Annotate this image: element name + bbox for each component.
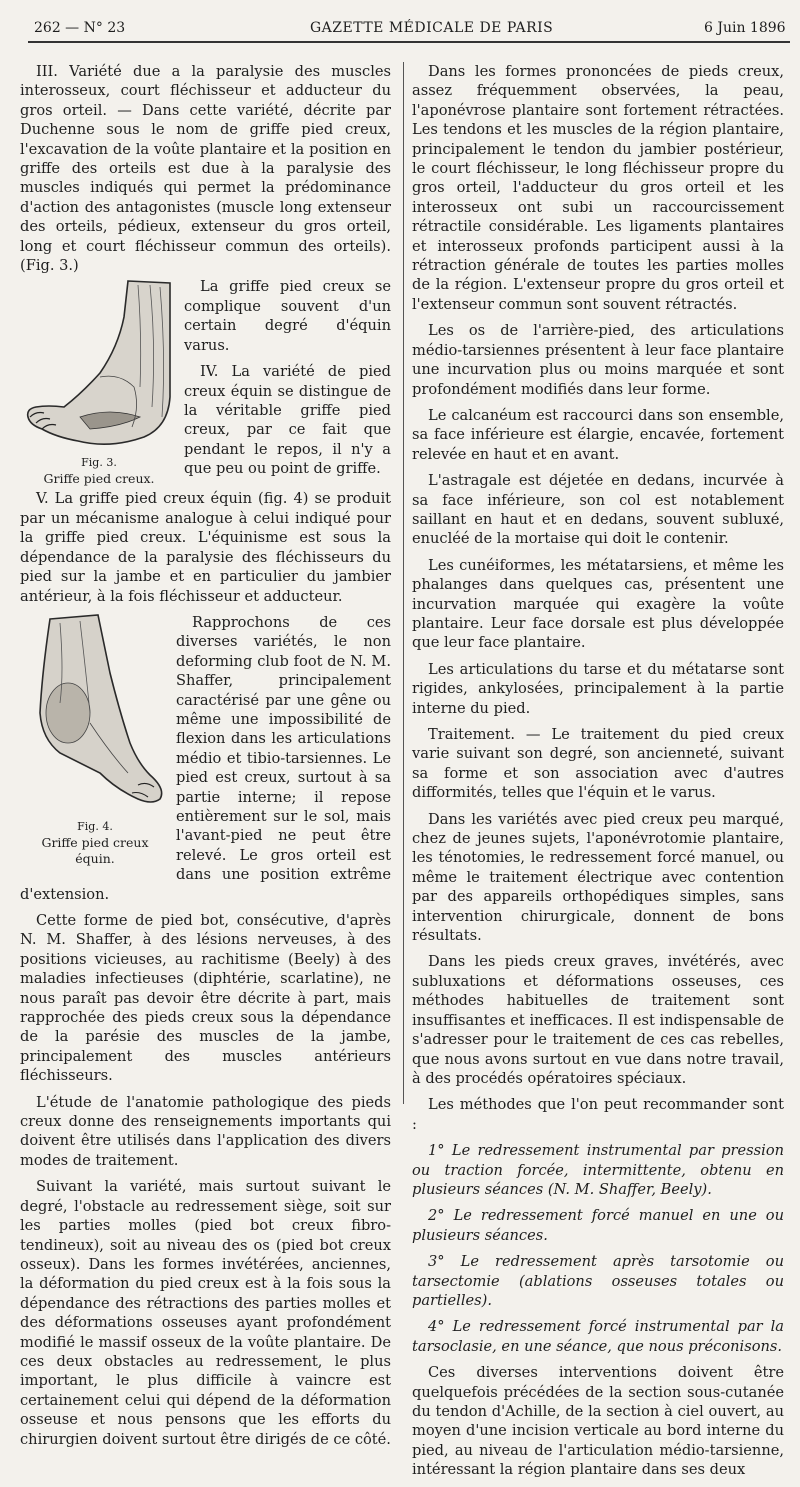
paragraph-astragale: L'astragale est déjetée en dedans, incurvée à sa face inférieure, son col est notablement saillant en haut et en dedans, souvent subluxé, enucléé de la mortaise qui doit le contenir. <box>412 472 784 548</box>
paragraph-cuneiformes: Les cunéiformes, les métatarsiens, et même les phalanges dans quelques cas, présentent une incurvation marquée qui exagère la voûte plantaire. Leur face dorsale est plus développée que leur face plantaire. <box>412 556 784 652</box>
section-iii-paragraph: III. Variété due a la paralysie des muscles interosseux, court fléchisseur et adducteur du gros orteil. — Dans cette variété, décrite par Duchenne sous le nom de griffe pied creux, l'excavation de la voûte plantaire et la position en griffe des orteils est due à la paralysie des muscles indiqués qui permet la prédominance d'action des antagonistes (muscle long extenseur des orteils, pédieux, extenseur du gros orteil, long et court fléchisseur commun des orteils). (Fig. 3.) <box>20 63 391 275</box>
figure-4 <box>20 613 170 867</box>
method-2: 2° Le redressement forcé manuel en une ou plusieurs séances. <box>412 1207 784 1244</box>
header-rule <box>28 41 790 43</box>
figure-3-number: Fig. 3. <box>81 456 117 470</box>
page-number: 262 — N° 23 <box>34 20 126 36</box>
column-divider <box>403 62 404 1104</box>
paragraph-shaffer: Rapprochons de ces diverses variétés, le non deforming club foot de N. M. Shaffer, principalement caractérisé par une gêne ou même une impossibilité de flexion dans les articulations médio et tibio-tarsiennes. Le pied est creux, surtout à sa partie interne; il repose entièrement sur le sol, mais l'avant-pied ne peut être relevé. Le gros orteil est dans une position extrême d'extension. <box>20 613 391 903</box>
figure-3-foot-illustration <box>20 277 178 455</box>
running-header <box>0 0 800 40</box>
section-iv-paragraph: IV. La variété de pied creux équin se distingue de la véritable griffe pied creux, par ce fait que pendant le repos, il n'y a que peu ou point de griffe. <box>184 363 391 478</box>
paragraph-complication: La griffe pied creux se complique souvent d'un certain degré d'équin varus. <box>184 278 391 354</box>
paragraph-varietes: Dans les variétés avec pied creux peu marqué, chez de jeunes sujets, l'aponévrotomie plantaire, les ténotomies, le redressement forcé manuel, ou même le traitement électrique avec contention par des appareils orthopédiques simples, sans intervention chirurgicale, donnent de bons résultats. <box>412 810 784 945</box>
figure-3 <box>20 277 178 487</box>
method-1: 1° Le redressement instrumental par pression ou traction forcée, intermittente, obtenu en plusieurs séances (N. M. Shaffer, Beely). <box>412 1142 784 1198</box>
paragraph-methodes: Les méthodes que l'on peut recommander sont : <box>412 1096 784 1133</box>
issue-date: 6 Juin 1896 <box>704 20 786 36</box>
method-4: 4° Le redressement forcé instrumental par la tarsoclasie, en une séance, que nous préconisons. <box>412 1318 784 1355</box>
paragraph-articulations: Les articulations du tarse et du métatarse sont rigides, ankylosées, principalement à la partie interne du pied. <box>412 660 784 717</box>
paragraph-interventions: Ces diverses interventions doivent être quelquefois précédées de la section sous-cutanée du tendon d'Achille, de la section à ciel ouvert, au moyen d'une incision verticale au bord interne du pied, au niveau de l'articulation médio-tarsienne, intéressant la région plantaire dans ses deux <box>412 1364 784 1479</box>
figure-3-caption: Griffe pied creux. <box>43 471 155 487</box>
method-3: 3° Le redressement après tarsotomie ou tarsectomie (ablations osseuses totales ou partielles). <box>412 1253 784 1309</box>
figure-4-foot-illustration <box>20 613 170 819</box>
right-column <box>412 62 784 1487</box>
paragraph-anatomie: L'étude de l'anatomie pathologique des pieds creux donne des renseignements importants qui doivent être utilisés dans l'application des divers modes de traitement. <box>20 1093 391 1169</box>
journal-title: GAZETTE MÉDICALE DE PARIS <box>310 20 554 36</box>
paragraph-traitement: Traitement. — Le traitement du pied creux varie suivant son degré, son ancienneté, suivant sa forme et son association avec d'autres difformités, telles que l'équin et le varus. <box>412 726 784 802</box>
figure-4-caption: Griffe pied creux équin. <box>41 834 149 866</box>
paragraph-pieds-graves: Dans les pieds creux graves, invétérés, avec subluxations et déformations osseuses, ces méthodes habituelles de traitement sont insuffisantes et inefficaces. Il est indispensable de s'adresser pour le traitement de ces cas rebelles, que nous avons surtout en vue dans notre travail, à des procédés opératoires spéciaux. <box>412 953 784 1087</box>
figure-4-number: Fig. 4. <box>77 819 113 833</box>
paragraph-obstacle: Suivant la variété, mais surtout suivant le degré, l'obstacle au redressement siège, soit sur les parties molles (pied bot creux fibro-tendineux), soit au niveau des os (pied bot creux osseux). Dans les formes invétérées, anciennes, la déformation du pied creux est à la fois sous la dépendance des rétractions des parties molles et des déformations osseuses ayant profondément modifié le massif osseux de la voûte plantaire. De ces deux obstacles au redressement, le plus important, le plus difficile à vaincre est certainement celui qui dépend de la déformation osseuse et nous pensons que les efforts du chirurgien doivent surtout être dirigés de ce côté. <box>20 1178 391 1448</box>
section-v-paragraph: V. La griffe pied creux équin (fig. 4) se produit par un mécanisme analogue à celui indiqué pour la griffe pied creux. L'équinisme est sous la dépendance de la paralysie des fléchisseurs du pied sur la jambe et en particulier du jambier antérieur, à la fois fléchisseur et adducteur. <box>20 490 391 605</box>
paragraph-arriere-pied: Les os de l'arrière-pied, des articulations médio-tarsiennes présentent à leur face plantaire une incurvation plus ou moins marquée et sont profondément modifiés dans leur forme. <box>412 322 784 398</box>
paragraph-formes-prononcees: Dans les formes prononcées de pieds creux, assez fréquemment observées, la peau, l'aponévrose plantaire sont fortement rétractées. Les tendons et les muscles de la région plantaire, principalement le tendon du jambier postérieur, le court fléchisseur, le long fléchisseur propre du gros orteil, l'adducteur du gros orteil et les interosseux ont subi un raccourcissement rétractile considérable. Les ligaments plantaires et interosseux profonds participent aussi à la rétraction générale de toutes les parties molles de la région. L'extenseur propre du gros orteil et l'extenseur commun sont souvent rétractés. <box>412 63 784 313</box>
paragraph-pied-bot-form: Cette forme de pied bot, consécutive, d'après N. M. Shaffer, à des lésions nerveuses, à des positions vicieuses, au rachitisme (Beely) à des maladies infectieuses (diphtérie, scarlatine), ne nous paraît pas devoir être décrite à part, mais rapprochée des pieds creux sous la dépendance de la parésie des muscles de la jambe, principalement des muscles antérieurs fléchisseurs. <box>20 912 391 1085</box>
paragraph-calcaneum: Le calcanéum est raccourci dans son ensemble, sa face inférieure est élargie, encavée, fortement relevée en haut et en avant. <box>412 406 784 463</box>
left-column <box>20 62 391 1456</box>
